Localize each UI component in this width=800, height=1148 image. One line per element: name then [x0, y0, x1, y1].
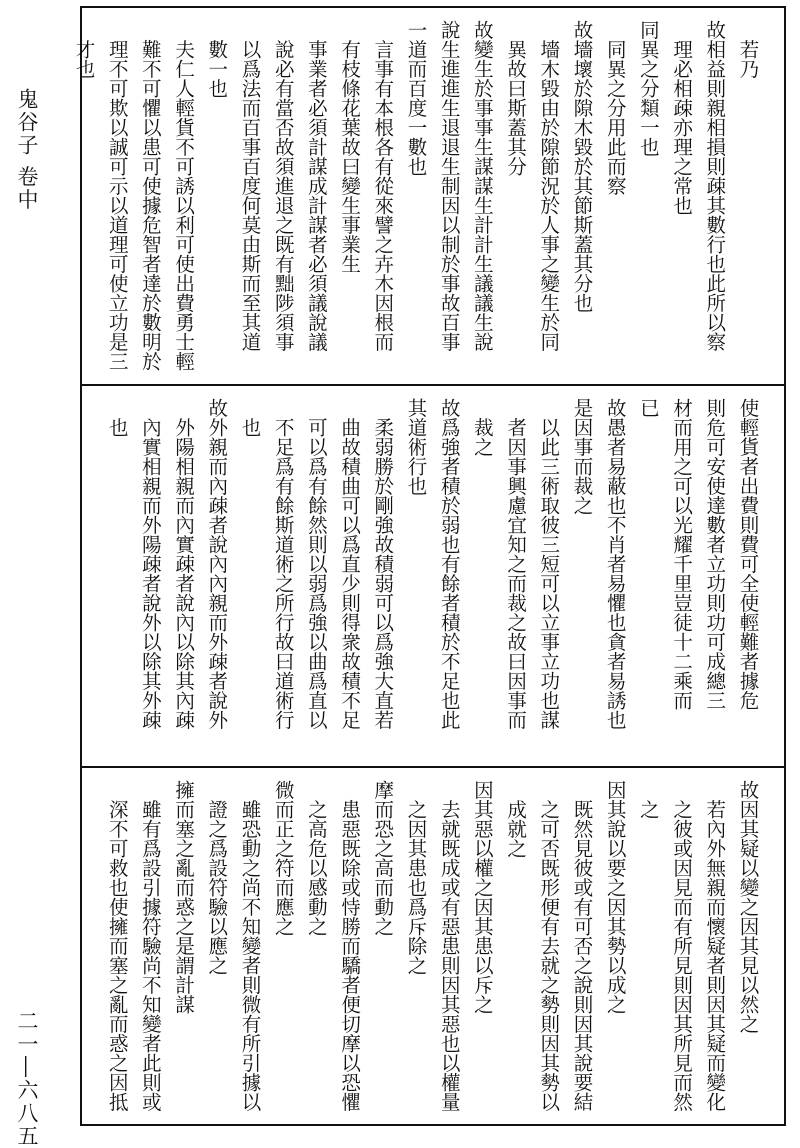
text-column: 也	[238, 398, 262, 437]
text-column: 之彼或因見而有所見則因其所見而然	[670, 780, 694, 1112]
text-column: 擁而塞之亂而惑之是謂計謀	[172, 780, 196, 1014]
text-column: 證之爲設符驗以應之	[205, 780, 229, 975]
text-column: 夫仁人輕貨不可誘以利可使出費勇士輕	[172, 20, 196, 371]
text-column: 才也	[72, 20, 96, 79]
text-column: 事業者必須計謀成計謀者必須議說議	[304, 20, 328, 352]
text-column: 是因事而裁之	[570, 398, 594, 515]
text-column: 說生進進生退退生制因以制於事故百事	[437, 20, 461, 352]
text-column: 微而正之符而應之	[271, 780, 295, 936]
text-column: 一道而百度一數也	[404, 20, 428, 176]
text-panel-top	[72, 8, 784, 382]
text-column: 外陽相親而內實疎者說內以除其內疎	[172, 398, 196, 730]
text-column: 內實相親而外陽疎者說外以除其外疎	[138, 398, 162, 730]
text-column: 故外親而內疎者說內內親而外疎者說外	[205, 398, 229, 730]
text-column: 故爲強者積於弱也有餘者積於不足也此	[437, 398, 461, 730]
text-column: 裁之	[470, 398, 494, 457]
text-column: 若乃	[736, 20, 760, 79]
text-column: 其道術行也	[404, 398, 428, 496]
page-number: 二一―六八五	[15, 1010, 39, 1148]
text-column: 之可否既形便有去就之勢則因其勢以	[537, 780, 561, 1112]
text-column: 之因其患也爲斥除之	[404, 780, 428, 975]
text-column: 言事有本根各有從來譬之卉木因根而	[371, 20, 395, 352]
text-column: 摩而恐之高而動之	[371, 780, 395, 936]
text-column: 數一也	[205, 20, 229, 98]
text-column: 說必有當否故須進退之既有黜陟須事	[271, 20, 295, 352]
text-panel-bottom	[82, 766, 784, 1124]
text-column: 以爲法而百事百度何莫由斯而至其道	[238, 20, 262, 352]
text-column: 若內外無親而懷疑者則因其疑而變化	[703, 780, 727, 1112]
text-column: 者因事興慮宜知之而裁之故曰因事而	[504, 398, 528, 730]
text-column: 柔弱勝於剛強故積弱可以爲強大直若	[371, 398, 395, 730]
text-column: 故愚者易蔽也不肖者易懼也貪者易誘也	[603, 398, 627, 730]
text-column: 成就之	[504, 780, 528, 858]
text-column: 理不可欺以誠可示以道理可使立功是三	[105, 20, 129, 371]
text-panel-middle	[82, 384, 784, 764]
text-column: 故相益則親相損則疎其數行也此所以察	[703, 20, 727, 352]
text-column: 不足爲有餘斯道術之所行故曰道術行	[271, 398, 295, 730]
text-column: 之高危以感動之	[304, 780, 328, 936]
text-column: 去就既成或有惡患則因其惡也以權量	[437, 780, 461, 1112]
text-column: 以此三術取彼三短可以立事立功也謀	[537, 398, 561, 730]
text-column: 既然見彼或有可否之說則因其說要結	[570, 780, 594, 1112]
text-column: 深不可救也使擁而塞之亂而惑之因抵	[105, 780, 129, 1112]
text-column: 雖恐動之尚不知變者則微有所引據以	[238, 780, 262, 1112]
text-column: 故墻壞於隙木毀於其節斯蓋其分也	[570, 20, 594, 313]
text-column: 也	[105, 398, 129, 437]
text-column: 因其惡以權之因其患以斥之	[470, 780, 494, 1014]
text-column: 已	[636, 398, 660, 418]
text-column: 使輕貨者出費則費可全使輕難者據危	[736, 398, 760, 710]
text-column: 患惡既除或恃勝而驕者便切摩以恐懼	[338, 780, 362, 1112]
text-column: 材而用之可以光耀千里豈徒十二乘而	[670, 398, 694, 710]
text-column: 因其說以要之因其勢以成之	[603, 780, 627, 1014]
book-title: 鬼谷子 卷中	[15, 88, 39, 212]
text-column: 難不可懼以患可使據危智者達於數明於	[138, 20, 162, 371]
text-column: 雖有爲設引據符驗尚不知變者此則或	[138, 780, 162, 1112]
text-column: 理必相疎亦理之常也	[670, 20, 694, 215]
text-column: 故變生於事事生謀謀生計計生議議生說	[470, 20, 494, 352]
text-column: 故因其疑以變之因其見以然之	[736, 780, 760, 1034]
text-column: 同異之分類一也	[636, 20, 660, 157]
text-column: 同異之分用此而察	[603, 20, 627, 196]
text-column: 則危可安使達數者立功則功可成總三	[703, 398, 727, 710]
page-frame	[72, 6, 786, 1126]
text-column: 異故曰斯蓋其分	[504, 20, 528, 176]
text-column: 之	[636, 780, 660, 819]
text-column: 曲故積曲可以爲直少則得衆故積不足	[338, 398, 362, 730]
text-column: 墻木毀由於隙節況於人事之變生於同	[537, 20, 561, 352]
text-column: 可以爲有餘然則以弱爲強以曲爲直以	[304, 398, 328, 730]
text-column: 有枝條花葉故曰變生事業生	[338, 20, 362, 274]
